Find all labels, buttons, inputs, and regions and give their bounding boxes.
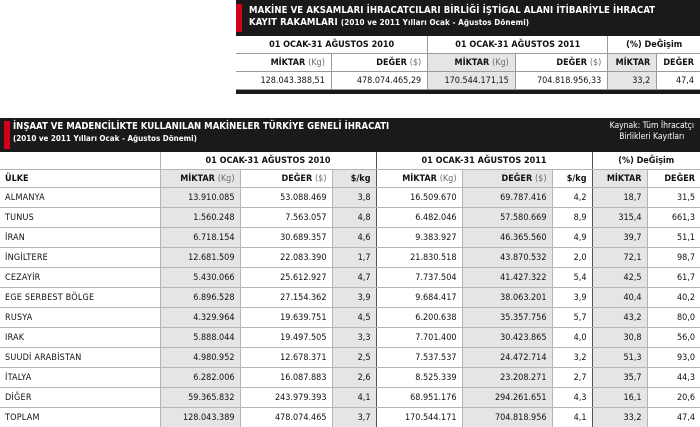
summary-deger-2010: 478.074.465,29 — [331, 72, 427, 90]
miktar-2011-cell: 7.537.537 — [376, 348, 462, 368]
miktar-2011-cell: 9.684.417 — [376, 288, 462, 308]
ratio-2011-cell: 5,7 — [552, 308, 592, 328]
miktar-2011-cell: 16.509.670 — [376, 188, 462, 208]
summary-title-line2: KAYIT RAKAMLARI (2010 ve 2011 Yılları Ocak - Ağustos Dönemi) — [249, 17, 530, 28]
ratio-2010-cell: 4,1 — [332, 388, 376, 408]
miktar-2010-cell: 1.560.248 — [160, 208, 240, 228]
summary-title — [249, 5, 655, 29]
deger-2010-cell: 478.074.465 — [240, 408, 332, 427]
main-title — [13, 121, 389, 145]
deger-2011-cell: 41.427.322 — [462, 268, 552, 288]
country-cell: CEZAYİR — [0, 268, 160, 288]
deger-change-cell: 80,0 — [647, 308, 700, 328]
table-row — [0, 288, 700, 308]
miktar-change-cell: 16,1 — [592, 388, 647, 408]
deger-2011-cell: 294.261.651 — [462, 388, 552, 408]
summary-header — [236, 0, 700, 36]
summary-col-deger-change: DEĞER — [657, 54, 700, 72]
deger-2010-cell: 19.639.751 — [240, 308, 332, 328]
main-group-blank — [0, 152, 160, 170]
deger-change-cell: 20,6 — [647, 388, 700, 408]
miktar-change-cell: 30,8 — [592, 328, 647, 348]
ratio-2011-cell: 5,4 — [552, 268, 592, 288]
deger-change-cell: 61,7 — [647, 268, 700, 288]
main-group-header-row — [0, 152, 700, 170]
main-col-deger-2011: DEĞER ($) — [462, 170, 552, 188]
miktar-change-cell: 33,2 — [592, 408, 647, 427]
miktar-2010-cell: 6.896.528 — [160, 288, 240, 308]
summary-column-header-row — [236, 54, 700, 72]
miktar-2010-cell: 4.329.964 — [160, 308, 240, 328]
deger-2010-cell: 19.497.505 — [240, 328, 332, 348]
miktar-2011-cell: 170.544.171 — [376, 408, 462, 427]
miktar-2011-cell: 21.830.518 — [376, 248, 462, 268]
miktar-change-cell: 42,5 — [592, 268, 647, 288]
summary-deger-2011: 704.818.956,33 — [515, 72, 607, 90]
summary-table-panel — [236, 0, 700, 118]
table-row — [0, 368, 700, 388]
summary-col-deger-2011: DEĞER ($) — [515, 54, 607, 72]
miktar-change-cell: 51,3 — [592, 348, 647, 368]
deger-2011-cell: 23.208.271 — [462, 368, 552, 388]
summary-col-miktar-2011: MİKTAR (Kg) — [428, 54, 516, 72]
deger-change-cell: 93,0 — [647, 348, 700, 368]
main-source-note — [610, 121, 694, 143]
summary-deger-change: 47,4 — [657, 72, 700, 90]
ratio-2011-cell: 2,0 — [552, 248, 592, 268]
miktar-change-cell: 39,7 — [592, 228, 647, 248]
deger-change-cell: 31,5 — [647, 188, 700, 208]
main-col-miktar-change: MİKTAR — [592, 170, 647, 188]
deger-change-cell: 661,3 — [647, 208, 700, 228]
summary-values-row — [236, 72, 700, 90]
main-col-country: ÜLKE — [0, 170, 160, 188]
deger-2010-cell: 53.088.469 — [240, 188, 332, 208]
miktar-change-cell: 18,7 — [592, 188, 647, 208]
country-cell: SUUDİ ARABİSTAN — [0, 348, 160, 368]
deger-change-cell: 40,2 — [647, 288, 700, 308]
miktar-2011-cell: 9.383.927 — [376, 228, 462, 248]
summary-miktar-change: 33,2 — [608, 72, 657, 90]
main-period-2011: 01 OCAK-31 AĞUSTOS 2011 — [376, 152, 592, 170]
miktar-2010-cell: 4.980.952 — [160, 348, 240, 368]
miktar-2011-cell: 6.200.638 — [376, 308, 462, 328]
main-col-ratio-2010: $/kg — [332, 170, 376, 188]
miktar-2010-cell: 5.888.044 — [160, 328, 240, 348]
miktar-2010-cell: 12.681.509 — [160, 248, 240, 268]
ratio-2010-cell: 2,5 — [332, 348, 376, 368]
summary-period-2011: 01 OCAK-31 AĞUSTOS 2011 — [428, 36, 608, 54]
deger-change-cell: 44,3 — [647, 368, 700, 388]
ratio-2011-cell: 3,9 — [552, 288, 592, 308]
deger-2010-cell: 25.612.927 — [240, 268, 332, 288]
summary-table — [236, 36, 700, 90]
ratio-2010-cell: 4,8 — [332, 208, 376, 228]
deger-2010-cell: 30.689.357 — [240, 228, 332, 248]
main-title-line2: (2010 ve 2011 Yılları Ocak - Ağustos Dönemi) — [13, 134, 197, 143]
ratio-2011-cell: 4,0 — [552, 328, 592, 348]
country-cell: TUNUS — [0, 208, 160, 228]
summary-miktar-2011: 170.544.171,15 — [428, 72, 516, 90]
summary-accent-bar — [236, 4, 242, 32]
miktar-2011-cell: 7.737.504 — [376, 268, 462, 288]
miktar-2010-cell: 13.910.085 — [160, 188, 240, 208]
country-cell: ALMANYA — [0, 188, 160, 208]
ratio-2011-cell: 4,9 — [552, 228, 592, 248]
main-col-deger-change: DEĞER — [647, 170, 700, 188]
deger-2011-cell: 24.472.714 — [462, 348, 552, 368]
main-column-header-row — [0, 170, 700, 188]
miktar-2010-cell: 6.282.006 — [160, 368, 240, 388]
main-source-line2: Birlikleri Kayıtları — [619, 132, 685, 142]
country-cell: İNGİLTERE — [0, 248, 160, 268]
summary-change-header: (%) DeĞişim — [608, 36, 700, 54]
ratio-2011-cell: 4,1 — [552, 408, 592, 427]
main-col-deger-2010: DEĞER ($) — [240, 170, 332, 188]
deger-2011-cell: 704.818.956 — [462, 408, 552, 427]
deger-2010-cell: 12.678.371 — [240, 348, 332, 368]
main-table — [0, 152, 700, 427]
main-change-header: (%) DeĞişim — [592, 152, 700, 170]
ratio-2011-cell: 2,7 — [552, 368, 592, 388]
ratio-2010-cell: 3,3 — [332, 328, 376, 348]
ratio-2010-cell: 4,5 — [332, 308, 376, 328]
deger-2010-cell: 243.979.393 — [240, 388, 332, 408]
deger-change-cell: 51,1 — [647, 228, 700, 248]
deger-2011-cell: 38.063.201 — [462, 288, 552, 308]
ratio-2011-cell: 8,9 — [552, 208, 592, 228]
deger-2011-cell: 30.423.865 — [462, 328, 552, 348]
main-title-line1: İNŞAAT VE MADENCİLİKTE KULLANILAN MAKİNELER TÜRKİYE GENELİ İHRACATI — [13, 121, 390, 132]
country-cell: TOPLAM — [0, 408, 160, 427]
deger-2010-cell: 7.563.057 — [240, 208, 332, 228]
table-row — [0, 308, 700, 328]
ratio-2011-cell: 4,3 — [552, 388, 592, 408]
summary-col-miktar-2010: MİKTAR (Kg) — [236, 54, 331, 72]
deger-change-cell: 56,0 — [647, 328, 700, 348]
miktar-change-cell: 35,7 — [592, 368, 647, 388]
miktar-2011-cell: 7.701.400 — [376, 328, 462, 348]
ratio-2010-cell: 1,7 — [332, 248, 376, 268]
miktar-change-cell: 43,2 — [592, 308, 647, 328]
summary-period-2010: 01 OCAK-31 AĞUSTOS 2010 — [236, 36, 428, 54]
table-row — [0, 208, 700, 228]
table-row — [0, 268, 700, 288]
table-row — [0, 188, 700, 208]
deger-2011-cell: 69.787.416 — [462, 188, 552, 208]
main-source-line1: Kaynak: Tüm İhracatçı — [609, 121, 694, 131]
country-cell: DİĞER — [0, 388, 160, 408]
main-header — [0, 118, 700, 152]
deger-2010-cell: 22.083.390 — [240, 248, 332, 268]
main-col-miktar-2011: MİKTAR (Kg) — [376, 170, 462, 188]
miktar-change-cell: 315,4 — [592, 208, 647, 228]
deger-change-cell: 47,4 — [676, 412, 695, 423]
main-period-2010: 01 OCAK-31 AĞUSTOS 2010 — [160, 152, 376, 170]
miktar-2010-cell: 5.430.066 — [160, 268, 240, 288]
ratio-2010-cell: 3,8 — [332, 188, 376, 208]
miktar-2011-cell: 68.951.176 — [376, 388, 462, 408]
summary-bottom-rule — [236, 90, 700, 94]
miktar-2010-cell: 128.043.389 — [160, 408, 240, 427]
main-col-miktar-2010: MİKTAR (Kg) — [160, 170, 240, 188]
country-cell: IRAK — [0, 328, 160, 348]
miktar-change-cell: 40,4 — [592, 288, 647, 308]
ratio-2010-cell: 3,7 — [332, 408, 376, 427]
main-accent-bar — [4, 121, 10, 149]
summary-miktar-2010: 128.043.388,51 — [236, 72, 331, 90]
summary-group-header-row — [236, 36, 700, 54]
main-table-panel — [0, 118, 700, 427]
main-col-ratio-2011: $/kg — [552, 170, 592, 188]
ratio-2010-cell: 4,7 — [332, 268, 376, 288]
table-row — [0, 228, 700, 248]
ratio-2010-cell: 2,6 — [332, 368, 376, 388]
table-row — [0, 388, 700, 408]
deger-change-cell: 98,7 — [647, 248, 700, 268]
country-cell: EGE SERBEST BÖLGE — [0, 288, 160, 308]
deger-2011-cell: 35.357.756 — [462, 308, 552, 328]
country-cell: İTALYA — [0, 368, 160, 388]
table-row — [0, 328, 700, 348]
ratio-2011-cell: 3,2 — [552, 348, 592, 368]
deger-2011-cell: 57.580.669 — [462, 208, 552, 228]
deger-2011-cell: 43.870.532 — [462, 248, 552, 268]
summary-col-miktar-change: MİKTAR — [608, 54, 657, 72]
miktar-2011-cell: 6.482.046 — [376, 208, 462, 228]
ratio-2010-cell: 3,9 — [332, 288, 376, 308]
table-row — [0, 408, 700, 427]
ratio-2010-cell: 4,6 — [332, 228, 376, 248]
deger-2010-cell: 16.087.883 — [240, 368, 332, 388]
table-row — [0, 348, 700, 368]
miktar-2011-cell: 8.525.339 — [376, 368, 462, 388]
deger-2010-cell: 27.154.362 — [240, 288, 332, 308]
table-row — [0, 248, 700, 268]
summary-col-deger-2010: DEĞER ($) — [331, 54, 427, 72]
ratio-2011-cell: 4,2 — [552, 188, 592, 208]
deger-2011-cell: 46.365.560 — [462, 228, 552, 248]
country-cell: RUSYA — [0, 308, 160, 328]
miktar-change-cell: 72,1 — [592, 248, 647, 268]
country-cell: İRAN — [0, 228, 160, 248]
summary-title-line1: MAKİNE VE AKSAMLARI İHRACATCILARI BİRLİĞİ İŞTİGAL ALANI İTİBARİYLE İHRACAT — [249, 5, 656, 16]
miktar-2010-cell: 6.718.154 — [160, 228, 240, 248]
miktar-2010-cell: 59.365.832 — [160, 388, 240, 408]
